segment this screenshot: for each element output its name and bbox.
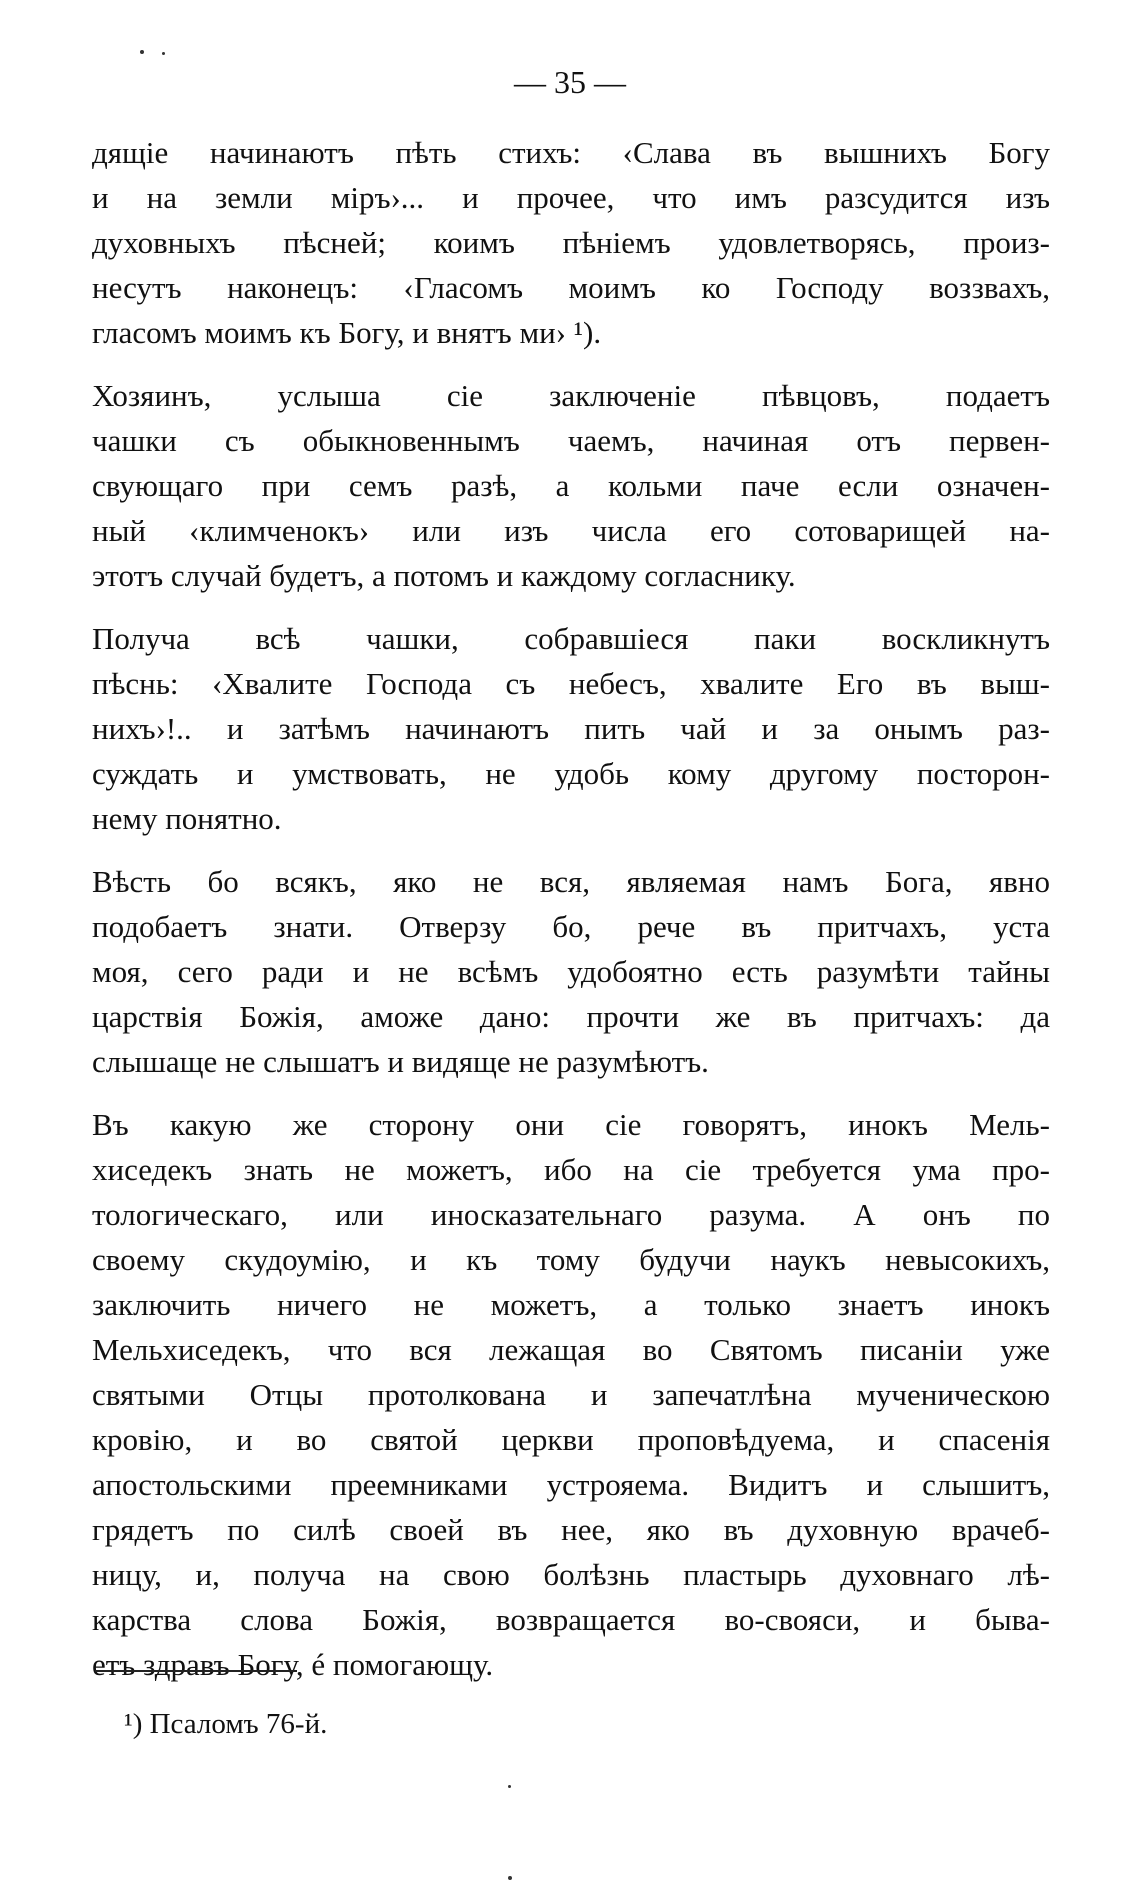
text-line: тологическаго, или иносказательнаго разума. А онъ по (92, 1197, 1050, 1232)
paragraph-1 (92, 130, 1050, 355)
text-line: карства слова Божія, возвращается во-свояси, и быва- (92, 1602, 1050, 1637)
text-line: етъ здравъ Богу, é помогающу. (92, 1647, 494, 1682)
text-line: кровію, и во святой церкви проповѣдуема, и спасенія (92, 1422, 1050, 1457)
print-speck (162, 52, 165, 55)
text-line: заключить ничего не можетъ, а только знаетъ инокъ (92, 1287, 1050, 1322)
text-line: Получа всѣ чашки, собравшіеся паки воскликнутъ (92, 621, 1050, 656)
text-line: духовныхъ пѣсней; коимъ пѣніемъ удовлетворясь, произ- (92, 225, 1050, 260)
body-text (92, 130, 1050, 1687)
text-line: царствія Божія, аможе дано: прочти же въ притчахъ: да (92, 999, 1050, 1034)
text-line: ный ‹климченокъ› или изъ числа его сотоварищей на- (92, 513, 1050, 548)
text-line: чашки съ обыкновеннымъ чаемъ, начиная отъ первен- (92, 423, 1050, 458)
text-line: моя, сего ради и не всѣмъ удобоятно есть разумѣти тайны (92, 954, 1050, 989)
text-line: нему понятно. (92, 801, 282, 836)
text-line: хиседекъ знать не можетъ, ибо на сіе требуется ума про- (92, 1152, 1050, 1187)
text-line: ницу, и, получа на свою болѣзнь пластырь духовнаго лѣ- (92, 1557, 1050, 1592)
text-line: пѣснь: ‹Хвалите Господа съ небесъ, хвалите Его въ выш- (92, 666, 1050, 701)
text-line: Мельхиседекъ, что вся лежащая во Святомъ писаніи уже (92, 1332, 1050, 1367)
text-line: свующаго при семъ разѣ, а кольми паче если означен- (92, 468, 1050, 503)
text-line: Вѣсть бо всякъ, яко не вся, являемая намъ Бога, явно (92, 864, 1050, 899)
text-line: слышаще не слышатъ и видяще не разумѣютъ. (92, 1044, 709, 1079)
footnote: ¹) Псаломъ 76-й. (124, 1708, 328, 1740)
text-line: Въ какую же сторону они сіе говорятъ, инокъ Мель- (92, 1107, 1050, 1142)
print-speck (140, 50, 144, 54)
text-line: нихъ›!.. и затѣмъ начинаютъ пить чай и за онымъ раз- (92, 711, 1050, 746)
text-line: грядетъ по силѣ своей въ нее, яко въ духовную врачеб- (92, 1512, 1050, 1547)
text-line: своему скудоумію, и къ тому будучи наукъ невысокихъ, (92, 1242, 1050, 1277)
paragraph-5 (92, 1102, 1050, 1687)
page-number: — 35 — (514, 64, 626, 100)
text-line: Хозяинъ, услыша сіе заключеніе пѣвцовъ, подаетъ (92, 378, 1050, 413)
paragraph-2 (92, 373, 1050, 598)
text-line: подобаетъ знати. Отверзу бо, рече въ притчахъ, уста (92, 909, 1050, 944)
paragraph-3 (92, 616, 1050, 841)
text-line: и на земли міръ›... и прочее, что имъ разсудится изъ (92, 180, 1050, 215)
text-line: суждать и умствовать, не удобь кому другому посторон- (92, 756, 1050, 791)
print-speck (508, 1785, 511, 1788)
print-speck (508, 1876, 512, 1880)
text-line: апостольскими преемниками устрояема. Видитъ и слышитъ, (92, 1467, 1050, 1502)
paragraph-4 (92, 859, 1050, 1084)
text-line: несутъ наконецъ: ‹Гласомъ моимъ ко Господу воззвахъ, (92, 270, 1050, 305)
text-line: дящіе начинаютъ пѣть стихъ: ‹Слава въ вышнихъ Богу (92, 135, 1050, 170)
text-line: святыми Отцы протолкована и запечатлѣна мученическою (92, 1377, 1050, 1412)
text-line: гласомъ моимъ къ Богу, и внятъ ми› ¹). (92, 315, 602, 350)
text-line: этотъ случай будетъ, а потомъ и каждому согласнику. (92, 558, 796, 593)
footnote-divider (95, 1670, 297, 1672)
